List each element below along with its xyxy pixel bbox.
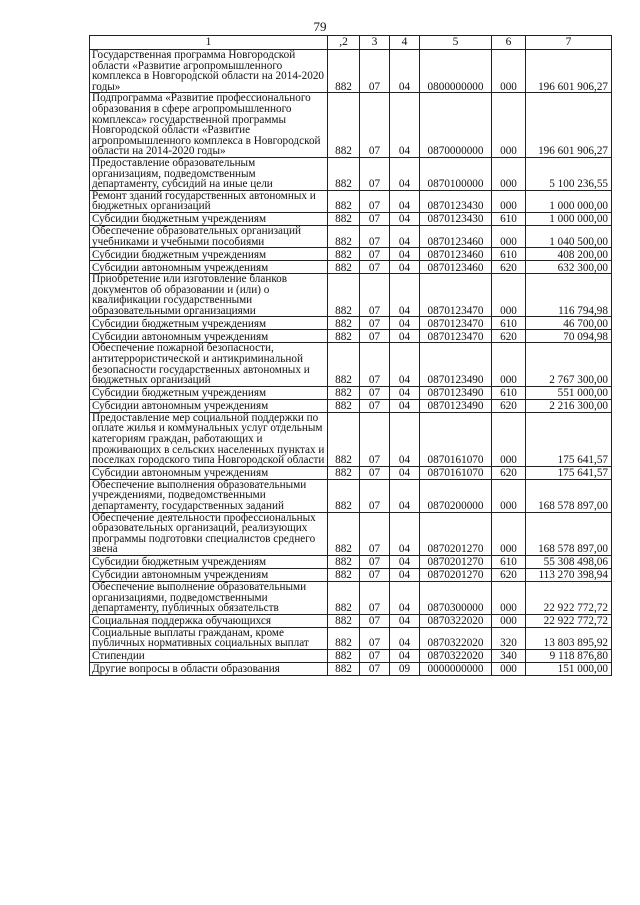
section-code-cell: 07 bbox=[360, 466, 390, 479]
target-article-cell: 0870123470 bbox=[420, 330, 492, 343]
target-article-cell: 0870201270 bbox=[420, 568, 492, 581]
expense-type-cell: 610 bbox=[492, 386, 526, 399]
table-row bbox=[90, 50, 612, 93]
amount-cell: 22 922 772,72 bbox=[526, 581, 612, 614]
amount-cell: 55 308 498,06 bbox=[526, 555, 612, 568]
ministry-code-cell: 882 bbox=[328, 225, 360, 247]
expense-type-cell: 000 bbox=[492, 274, 526, 317]
section-code-cell: 07 bbox=[360, 330, 390, 343]
amount-cell: 408 200,00 bbox=[526, 248, 612, 261]
target-article-cell: 0870322020 bbox=[420, 614, 492, 627]
table-row bbox=[90, 466, 612, 479]
subsection-code-cell: 04 bbox=[390, 330, 420, 343]
amount-cell: 632 300,00 bbox=[526, 261, 612, 274]
section-code-cell: 07 bbox=[360, 248, 390, 261]
expense-type-cell: 000 bbox=[492, 512, 526, 555]
table-row bbox=[90, 317, 612, 330]
subsection-code-cell: 04 bbox=[390, 466, 420, 479]
ministry-code-cell: 882 bbox=[328, 50, 360, 93]
section-code-cell: 07 bbox=[360, 581, 390, 614]
subsection-code-cell: 04 bbox=[390, 190, 420, 212]
amount-cell: 196 601 906,27 bbox=[526, 93, 612, 158]
header-col-4: 4 bbox=[390, 36, 420, 50]
item-name-cell: Подпрограмма «Развитие профессионального образования в сфере агропромышленного комплекса» государственной программы Новгородской области «Развитие агропромышленного комплекса в Новгородской области на 2014-2020 годы» bbox=[90, 93, 328, 158]
subsection-code-cell: 04 bbox=[390, 614, 420, 627]
amount-cell: 46 700,00 bbox=[526, 317, 612, 330]
table-row bbox=[90, 399, 612, 412]
table-row bbox=[90, 568, 612, 581]
target-article-cell: 0870123470 bbox=[420, 317, 492, 330]
subsection-code-cell: 04 bbox=[390, 261, 420, 274]
item-name-cell: Стипендии bbox=[90, 649, 328, 662]
target-article-cell: 0870000000 bbox=[420, 93, 492, 158]
target-article-cell: 0870123430 bbox=[420, 190, 492, 212]
amount-cell: 2 767 300,00 bbox=[526, 343, 612, 386]
item-name-cell: Субсидии бюджетным учреждениям bbox=[90, 248, 328, 261]
header-col-3: 3 bbox=[360, 36, 390, 50]
expense-type-cell: 000 bbox=[492, 157, 526, 190]
expense-type-cell: 000 bbox=[492, 50, 526, 93]
subsection-code-cell: 04 bbox=[390, 568, 420, 581]
ministry-code-cell: 882 bbox=[328, 627, 360, 649]
item-name-cell: Субсидии автономным учреждениям bbox=[90, 261, 328, 274]
section-code-cell: 07 bbox=[360, 212, 390, 225]
table-row bbox=[90, 157, 612, 190]
section-code-cell: 07 bbox=[360, 627, 390, 649]
subsection-code-cell: 09 bbox=[390, 662, 420, 675]
table-row bbox=[90, 581, 612, 614]
subsection-code-cell: 04 bbox=[390, 649, 420, 662]
table-row bbox=[90, 479, 612, 512]
section-code-cell: 07 bbox=[360, 649, 390, 662]
subsection-code-cell: 04 bbox=[390, 317, 420, 330]
ministry-code-cell: 882 bbox=[328, 386, 360, 399]
ministry-code-cell: 882 bbox=[328, 614, 360, 627]
table-row bbox=[90, 386, 612, 399]
subsection-code-cell: 04 bbox=[390, 412, 420, 466]
subsection-code-cell: 04 bbox=[390, 479, 420, 512]
expense-type-cell: 320 bbox=[492, 627, 526, 649]
item-name-cell: Предоставление образовательным организациям, подведомственным департаменту, субсидий на иные цели bbox=[90, 157, 328, 190]
subsection-code-cell: 04 bbox=[390, 157, 420, 190]
subsection-code-cell: 04 bbox=[390, 399, 420, 412]
amount-cell: 175 641,57 bbox=[526, 412, 612, 466]
ministry-code-cell: 882 bbox=[328, 568, 360, 581]
expense-type-cell: 610 bbox=[492, 212, 526, 225]
expense-type-cell: 610 bbox=[492, 555, 526, 568]
page-number: 79 bbox=[313, 19, 327, 34]
header-col-5: 5 bbox=[420, 36, 492, 50]
subsection-code-cell: 04 bbox=[390, 212, 420, 225]
header-col-6: 6 bbox=[492, 36, 526, 50]
table-row bbox=[90, 412, 612, 466]
ministry-code-cell: 882 bbox=[328, 212, 360, 225]
section-code-cell: 07 bbox=[360, 317, 390, 330]
table-header-row bbox=[90, 36, 612, 50]
section-code-cell: 07 bbox=[360, 343, 390, 386]
item-name-cell: Субсидии бюджетным учреждениям bbox=[90, 212, 328, 225]
table-row bbox=[90, 225, 612, 247]
amount-cell: 196 601 906,27 bbox=[526, 50, 612, 93]
item-name-cell: Приобретение или изготовление бланков документов об образовании и (или) о квалификации государственными образовательными организациями bbox=[90, 274, 328, 317]
table-row bbox=[90, 190, 612, 212]
target-article-cell: 0870123430 bbox=[420, 212, 492, 225]
item-name-cell: Обеспечение пожарной безопасности, антитеррористической и антикриминальной безопасности государственных автономных и бюджетных организаций bbox=[90, 343, 328, 386]
item-name-cell: Обеспечение образовательных организаций учебниками и учебными пособиями bbox=[90, 225, 328, 247]
subsection-code-cell: 04 bbox=[390, 93, 420, 158]
ministry-code-cell: 882 bbox=[328, 317, 360, 330]
expense-type-cell: 620 bbox=[492, 399, 526, 412]
ministry-code-cell: 882 bbox=[328, 399, 360, 412]
amount-cell: 168 578 897,00 bbox=[526, 479, 612, 512]
expense-type-cell: 620 bbox=[492, 261, 526, 274]
target-article-cell: 0870123490 bbox=[420, 343, 492, 386]
target-article-cell: 0870200000 bbox=[420, 479, 492, 512]
section-code-cell: 07 bbox=[360, 190, 390, 212]
ministry-code-cell: 882 bbox=[328, 649, 360, 662]
subsection-code-cell: 04 bbox=[390, 274, 420, 317]
subsection-code-cell: 04 bbox=[390, 50, 420, 93]
expense-type-cell: 000 bbox=[492, 225, 526, 247]
table-row bbox=[90, 93, 612, 158]
section-code-cell: 07 bbox=[360, 225, 390, 247]
ministry-code-cell: 882 bbox=[328, 190, 360, 212]
expense-type-cell: 000 bbox=[492, 343, 526, 386]
ministry-code-cell: 882 bbox=[328, 157, 360, 190]
ministry-code-cell: 882 bbox=[328, 512, 360, 555]
subsection-code-cell: 04 bbox=[390, 248, 420, 261]
ministry-code-cell: 882 bbox=[328, 479, 360, 512]
table-row bbox=[90, 274, 612, 317]
table-row bbox=[90, 662, 612, 675]
target-article-cell: 0870123460 bbox=[420, 261, 492, 274]
target-article-cell: 0870201270 bbox=[420, 512, 492, 555]
target-article-cell: 0000000000 bbox=[420, 662, 492, 675]
table-row bbox=[90, 614, 612, 627]
table-row bbox=[90, 343, 612, 386]
item-name-cell: Субсидии бюджетным учреждениям bbox=[90, 317, 328, 330]
subsection-code-cell: 04 bbox=[390, 343, 420, 386]
item-name-cell: Ремонт зданий государственных автономных и бюджетных организаций bbox=[90, 190, 328, 212]
expense-type-cell: 610 bbox=[492, 248, 526, 261]
expense-type-cell: 620 bbox=[492, 568, 526, 581]
amount-cell: 13 803 895,92 bbox=[526, 627, 612, 649]
expense-type-cell: 000 bbox=[492, 93, 526, 158]
expense-type-cell: 000 bbox=[492, 662, 526, 675]
target-article-cell: 0870123490 bbox=[420, 386, 492, 399]
item-name-cell: Обеспечение выполнение образовательными организациями, подведомственными департаменту, публичных обязательств bbox=[90, 581, 328, 614]
expense-type-cell: 620 bbox=[492, 466, 526, 479]
subsection-code-cell: 04 bbox=[390, 627, 420, 649]
header-col-1: 1 bbox=[90, 36, 328, 50]
ministry-code-cell: 882 bbox=[328, 343, 360, 386]
expense-type-cell: 620 bbox=[492, 330, 526, 343]
target-article-cell: 0870100000 bbox=[420, 157, 492, 190]
amount-cell: 5 100 236,55 bbox=[526, 157, 612, 190]
amount-cell: 113 270 398,94 bbox=[526, 568, 612, 581]
ministry-code-cell: 882 bbox=[328, 581, 360, 614]
ministry-code-cell: 882 bbox=[328, 466, 360, 479]
section-code-cell: 07 bbox=[360, 274, 390, 317]
amount-cell: 151 000,00 bbox=[526, 662, 612, 675]
expense-type-cell: 000 bbox=[492, 479, 526, 512]
target-article-cell: 0870123460 bbox=[420, 225, 492, 247]
section-code-cell: 07 bbox=[360, 479, 390, 512]
amount-cell: 2 216 300,00 bbox=[526, 399, 612, 412]
target-article-cell: 0870161070 bbox=[420, 412, 492, 466]
section-code-cell: 07 bbox=[360, 386, 390, 399]
ministry-code-cell: 882 bbox=[328, 330, 360, 343]
section-code-cell: 07 bbox=[360, 412, 390, 466]
ministry-code-cell: 882 bbox=[328, 662, 360, 675]
table-row bbox=[90, 212, 612, 225]
budget-table bbox=[89, 35, 612, 676]
ministry-code-cell: 882 bbox=[328, 274, 360, 317]
target-article-cell: 0870123460 bbox=[420, 248, 492, 261]
item-name-cell: Субсидии автономным учреждениям bbox=[90, 399, 328, 412]
table-row bbox=[90, 512, 612, 555]
target-article-cell: 0870123490 bbox=[420, 399, 492, 412]
subsection-code-cell: 04 bbox=[390, 581, 420, 614]
item-name-cell: Субсидии бюджетным учреждениям bbox=[90, 386, 328, 399]
ministry-code-cell: 882 bbox=[328, 93, 360, 158]
section-code-cell: 07 bbox=[360, 512, 390, 555]
target-article-cell: 0870322020 bbox=[420, 649, 492, 662]
item-name-cell: Субсидии автономным учреждениям bbox=[90, 330, 328, 343]
ministry-code-cell: 882 bbox=[328, 261, 360, 274]
target-article-cell: 0870161070 bbox=[420, 466, 492, 479]
amount-cell: 1 000 000,00 bbox=[526, 190, 612, 212]
subsection-code-cell: 04 bbox=[390, 386, 420, 399]
section-code-cell: 07 bbox=[360, 261, 390, 274]
table-row bbox=[90, 330, 612, 343]
section-code-cell: 07 bbox=[360, 568, 390, 581]
table-row bbox=[90, 649, 612, 662]
ministry-code-cell: 882 bbox=[328, 555, 360, 568]
amount-cell: 1 000 000,00 bbox=[526, 212, 612, 225]
expense-type-cell: 000 bbox=[492, 581, 526, 614]
item-name-cell: Другие вопросы в области образования bbox=[90, 662, 328, 675]
section-code-cell: 07 bbox=[360, 662, 390, 675]
table-row bbox=[90, 261, 612, 274]
table-row bbox=[90, 627, 612, 649]
amount-cell: 1 040 500,00 bbox=[526, 225, 612, 247]
amount-cell: 116 794,98 bbox=[526, 274, 612, 317]
item-name-cell: Предоставление мер социальной поддержки по оплате жилья и коммунальных услуг отдельным категориям граждан, работающих и проживающих в сельских населенных пунктах и поселках городского типа Новгородской области bbox=[90, 412, 328, 466]
amount-cell: 70 094,98 bbox=[526, 330, 612, 343]
section-code-cell: 07 bbox=[360, 614, 390, 627]
section-code-cell: 07 bbox=[360, 157, 390, 190]
target-article-cell: 0870322020 bbox=[420, 627, 492, 649]
section-code-cell: 07 bbox=[360, 399, 390, 412]
item-name-cell: Социальная поддержка обучающихся bbox=[90, 614, 328, 627]
subsection-code-cell: 04 bbox=[390, 555, 420, 568]
expense-type-cell: 610 bbox=[492, 317, 526, 330]
item-name-cell: Обеспечение деятельности профессиональных образовательных организаций, реализующих программы подготовки специалистов среднего звена bbox=[90, 512, 328, 555]
header-col-2: ,2 bbox=[328, 36, 360, 50]
table-row bbox=[90, 248, 612, 261]
amount-cell: 168 578 897,00 bbox=[526, 512, 612, 555]
item-name-cell: Социальные выплаты гражданам, кроме публичных нормативных социальных выплат bbox=[90, 627, 328, 649]
section-code-cell: 07 bbox=[360, 555, 390, 568]
section-code-cell: 07 bbox=[360, 93, 390, 158]
table-row bbox=[90, 555, 612, 568]
ministry-code-cell: 882 bbox=[328, 248, 360, 261]
subsection-code-cell: 04 bbox=[390, 512, 420, 555]
item-name-cell: Государственная программа Новгородской области «Развитие агропромышленного комплекса в Новгородской области на 2014-2020 годы» bbox=[90, 50, 328, 93]
amount-cell: 9 118 876,80 bbox=[526, 649, 612, 662]
item-name-cell: Обеспечение выполнения образовательными учреждениями, подведомственными департаменту, государственных заданий bbox=[90, 479, 328, 512]
section-code-cell: 07 bbox=[360, 50, 390, 93]
expense-type-cell: 000 bbox=[492, 190, 526, 212]
expense-type-cell: 000 bbox=[492, 614, 526, 627]
ministry-code-cell: 882 bbox=[328, 412, 360, 466]
target-article-cell: 0870300000 bbox=[420, 581, 492, 614]
amount-cell: 175 641,57 bbox=[526, 466, 612, 479]
amount-cell: 551 000,00 bbox=[526, 386, 612, 399]
target-article-cell: 0870201270 bbox=[420, 555, 492, 568]
amount-cell: 22 922 772,72 bbox=[526, 614, 612, 627]
item-name-cell: Субсидии автономным учреждениям bbox=[90, 466, 328, 479]
expense-type-cell: 000 bbox=[492, 412, 526, 466]
table-body bbox=[90, 50, 612, 676]
item-name-cell: Субсидии бюджетным учреждениям bbox=[90, 555, 328, 568]
item-name-cell: Субсидии автономным учреждениям bbox=[90, 568, 328, 581]
subsection-code-cell: 04 bbox=[390, 225, 420, 247]
header-col-7: 7 bbox=[526, 36, 612, 50]
expense-type-cell: 340 bbox=[492, 649, 526, 662]
target-article-cell: 0800000000 bbox=[420, 50, 492, 93]
target-article-cell: 0870123470 bbox=[420, 274, 492, 317]
